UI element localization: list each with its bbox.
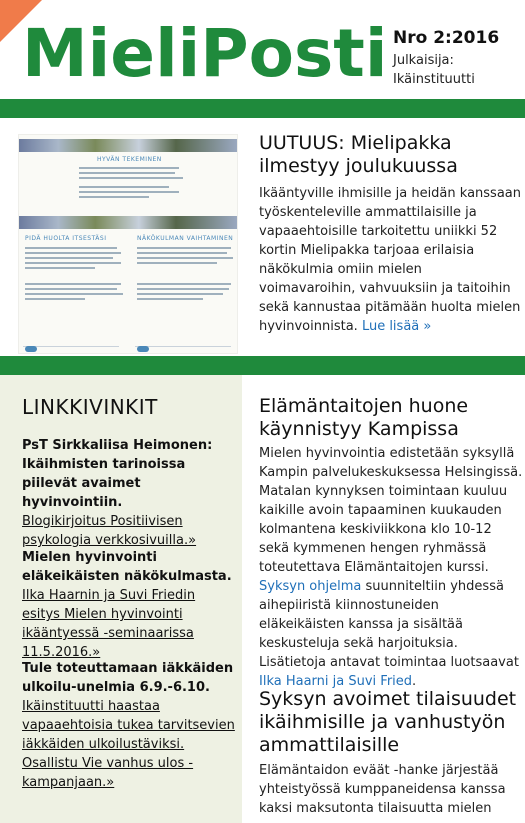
thumb-footer-line [23, 346, 119, 347]
mielipakka-card-image[interactable] [18, 134, 238, 354]
link-tip-item [22, 436, 237, 550]
thumb-section-title: PIDÄ HUOLTA ITSESTÄSI [25, 235, 107, 242]
article-title: Elämäntaitojen huone käynnistyy Kampissa [259, 395, 469, 440]
article-body: Elämäntaidon eväät -hanke järjestää yhteistyössä kumppaneidensa kanssa kaksi maksutonta tilaisuutta mielen [259, 763, 506, 816]
thumb-text-line [25, 293, 123, 295]
feature-body-text: Ikääntyville ihmisille ja heidän kanssaan työskenteleville ammattilaisille ja vapaaehtoisille tarkoitettu uniikki 52 kortin Mielipakka tarjoaa erilaisia näkökulmia omiin mielen voimavaroihin, vahvuuksiin ja taitoihin sekä kannustaa pitämään huolta mielen hyvinvoinnista. [259, 186, 521, 334]
newsletter-header [0, 0, 525, 100]
thumb-footer-line [135, 346, 231, 347]
section-divider [0, 356, 525, 375]
link-tip-heading: Tule toteuttamaan iäkkäiden ulkoilu-unelmia 6.9.-6.10. [22, 661, 234, 695]
article-body-text: . [412, 674, 417, 689]
header-divider [0, 99, 525, 118]
thumb-section-title: NÄKÖKULMAN VAIHTAMINEN [137, 235, 234, 242]
thumb-text-line [137, 257, 233, 259]
thumb-text-line [25, 262, 121, 264]
thumb-text-line [137, 262, 217, 264]
plant-banner-top [19, 139, 237, 152]
feature-body [259, 184, 521, 336]
autumn-program-link[interactable]: Syksyn ohjelma [259, 579, 362, 594]
issue-number: Nro 2:2016 [393, 28, 500, 48]
article-body [259, 444, 525, 691]
link-tip-link[interactable]: Blogikirjoitus Positiivisen psykologia verkkosivuilla.» [22, 514, 197, 548]
thumb-text-line [25, 252, 121, 254]
thumb-text-line [137, 298, 203, 300]
feature-title: UUTUUS: Mielipakka ilmestyy joulukuussa [259, 132, 458, 177]
thumb-text-line [137, 288, 229, 290]
thumb-text-line [25, 247, 117, 249]
thumb-text-line [79, 186, 169, 188]
thumb-text-line [137, 293, 223, 295]
link-tip-link[interactable]: Ikäinstituutti haastaa vapaaehtoisia tukea tarvitsevien iäkkäiden ulkoilustäviksi. Osallistu Vie vanhus ulos -kampanjaan.» [22, 699, 235, 790]
contact-persons-link[interactable]: Ilka Haarni ja Suvi Fried [259, 674, 413, 689]
articles-column [242, 375, 525, 823]
link-tip-item [22, 548, 237, 662]
link-tip-link[interactable]: Ilka Haarnin ja Suvi Friedin esitys Mielen hyvinvointi ikääntyessä -seminaarissa 11.5.2016.» [22, 588, 196, 660]
thumb-text-line [79, 196, 149, 198]
thumb-text-line [79, 167, 179, 169]
thumb-text-line [25, 257, 113, 259]
thumb-text-line [25, 288, 117, 290]
thumb-text-line [79, 177, 183, 179]
link-tips-title: LINKKIVINKIT [22, 395, 158, 419]
thumb-text-line [25, 267, 95, 269]
publisher-label: Julkaisija: [393, 53, 454, 68]
thumb-text-line [25, 298, 85, 300]
thumb-section-title: HYVÄN TEKEMINEN [97, 156, 162, 163]
thumb-text-line [79, 191, 179, 193]
article-title: Syksyn avoimet tilaisuudet ikäihmisille ja vanhustyön ammattilaisille [259, 688, 517, 756]
thumb-text-line [79, 172, 175, 174]
feature-section [0, 118, 525, 356]
link-tip-item [22, 659, 237, 792]
thumb-logo-icon [137, 346, 149, 352]
link-tip-heading: PsT Sirkkaliisa Heimonen: Ikäihmisten tarinoissa piilevät avaimet hyvinvointiin. [22, 438, 213, 510]
thumb-text-line [137, 252, 227, 254]
thumb-text-line [137, 283, 231, 285]
link-tip-heading: Mielen hyvinvointi eläkeikäisten näkökulmasta. [22, 550, 232, 584]
link-tips-column [0, 375, 242, 823]
thumb-logo-icon [25, 346, 37, 352]
article-body-text: suunniteltiin yhdessä aihepiiristä kiinnostuneiden eläkeikäisten kanssa ja sisältää keskusteluja sekä harjoituksia. Lisätietoja antavat toimintaa luotsaavat [259, 579, 519, 670]
publisher-name: Ikäinstituutti [393, 72, 475, 87]
plant-banner-middle [19, 216, 237, 229]
read-more-link[interactable]: Lue lisää » [361, 319, 432, 334]
newsletter-logo: MieliPosti [22, 15, 388, 92]
article-body-text: Mielen hyvinvointia edistetään syksyllä Kampin palvelukeskuksessa Helsingissä. Matalan kynnyksen toimintaan kuuluu kaikille avoin tapaaminen kuukauden kolmantena keskiviikkona klo 10-12 sekä kymmenen hengen ryhmässä toteutettava Elämäntaitojen kurssi. [259, 446, 523, 575]
thumb-text-line [137, 247, 231, 249]
thumb-text-line [25, 283, 121, 285]
